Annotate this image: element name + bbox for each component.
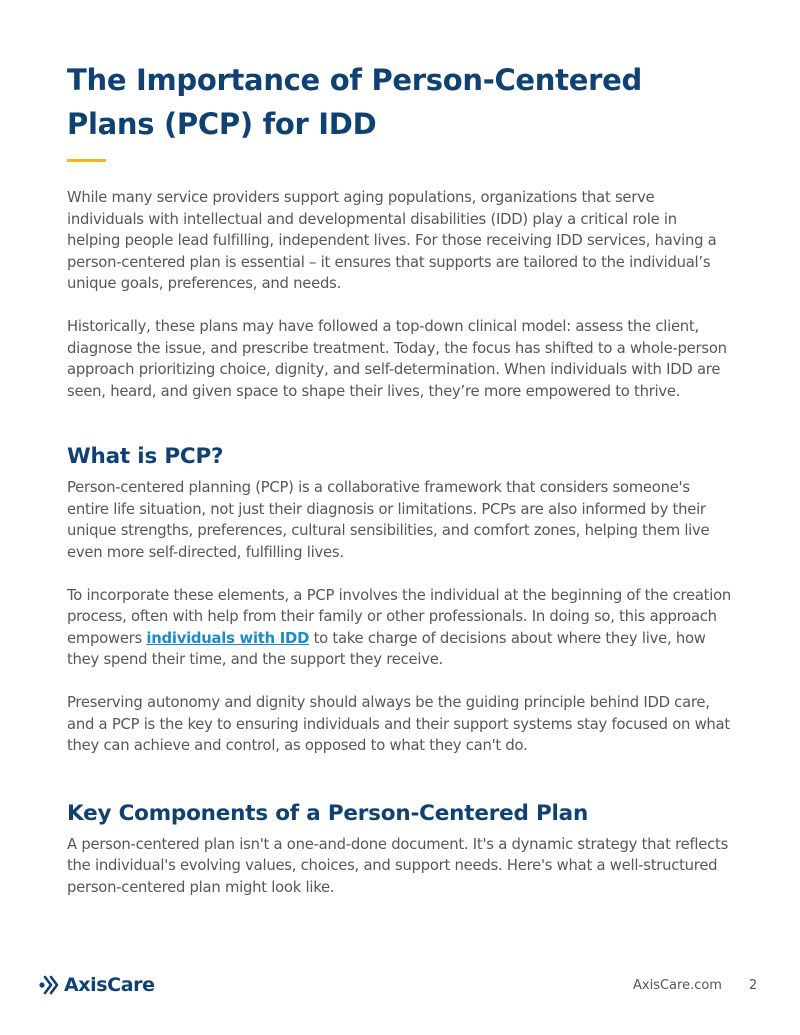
pcp-paragraph-2-end: to take charge of decisions about where they live, how they spend their time, and the support they receive. xyxy=(67,629,706,668)
pcp-paragraph-1: Person-centered planning (PCP) is a collaborative framework that considers someone's entire life situation, not just their diagnosis or limitations. PCPs are also informed by their unique strengths, preferences, cultural sensibilities, and comfort zones, helping them live even more self-directed, fulfilling lives. xyxy=(67,479,710,561)
axiscare-logo[interactable] xyxy=(38,974,155,996)
pcp-paragraph-2-start: To incorporate these elements, a PCP involves the individual at the beginning of the creation process, often with help from their family or other professionals. In doing so, this approach empowers xyxy=(67,586,732,647)
axiscare-logo-icon xyxy=(38,974,60,996)
individuals-with-idd-link[interactable]: individuals with IDD xyxy=(146,629,310,647)
section-heading-what-is-pcp: What is PCP? xyxy=(67,444,224,469)
pcp-paragraph-2 xyxy=(67,585,733,671)
document-title: The Importance of Person-Centered Plans (PCP) for IDD xyxy=(67,63,642,141)
key-components-paragraph-1: A person-centered plan isn't a one-and-done document. It's a dynamic strategy that reflects the individual's evolving values, choices, and support needs. Here's what a well-structured person-centered plan might look like. xyxy=(67,835,729,896)
page-number: 2 xyxy=(749,978,758,993)
axiscare-logo-text: AxisCare xyxy=(64,974,155,996)
intro-paragraph-2: Historically, these plans may have followed a top-down clinical model: assess the client, diagnose the issue, and prescribe treatment. Today, the focus has shifted to a whole-person approach prioritizing choice, dignity, and self-determination. When individuals with IDD are seen, heard, and given space to shape their lives, they’re more empowered to thrive. xyxy=(67,318,727,400)
intro-paragraph-1: While many service providers support aging populations, organizations that serve individuals with intellectual and developmental disabilities (IDD) play a critical role in helping people lead fulfilling, independent lives. For those receiving IDD services, having a person-centered plan is essential – it ensures that supports are tailored to the individual’s unique goals, preferences, and needs. xyxy=(67,189,717,292)
document-page xyxy=(67,58,733,898)
title-accent-rule xyxy=(67,159,106,162)
section-heading-key-components: Key Components of a Person-Centered Plan xyxy=(67,800,589,826)
pcp-paragraph-3: Preserving autonomy and dignity should always be the guiding principle behind IDD care, and a PCP is the key to ensuring individuals and their support systems stay focused on what they can achieve and control, as opposed to what they can't do. xyxy=(67,694,730,754)
footer-site-link[interactable]: AxisCare.com xyxy=(633,978,722,993)
page-footer xyxy=(0,970,800,1002)
